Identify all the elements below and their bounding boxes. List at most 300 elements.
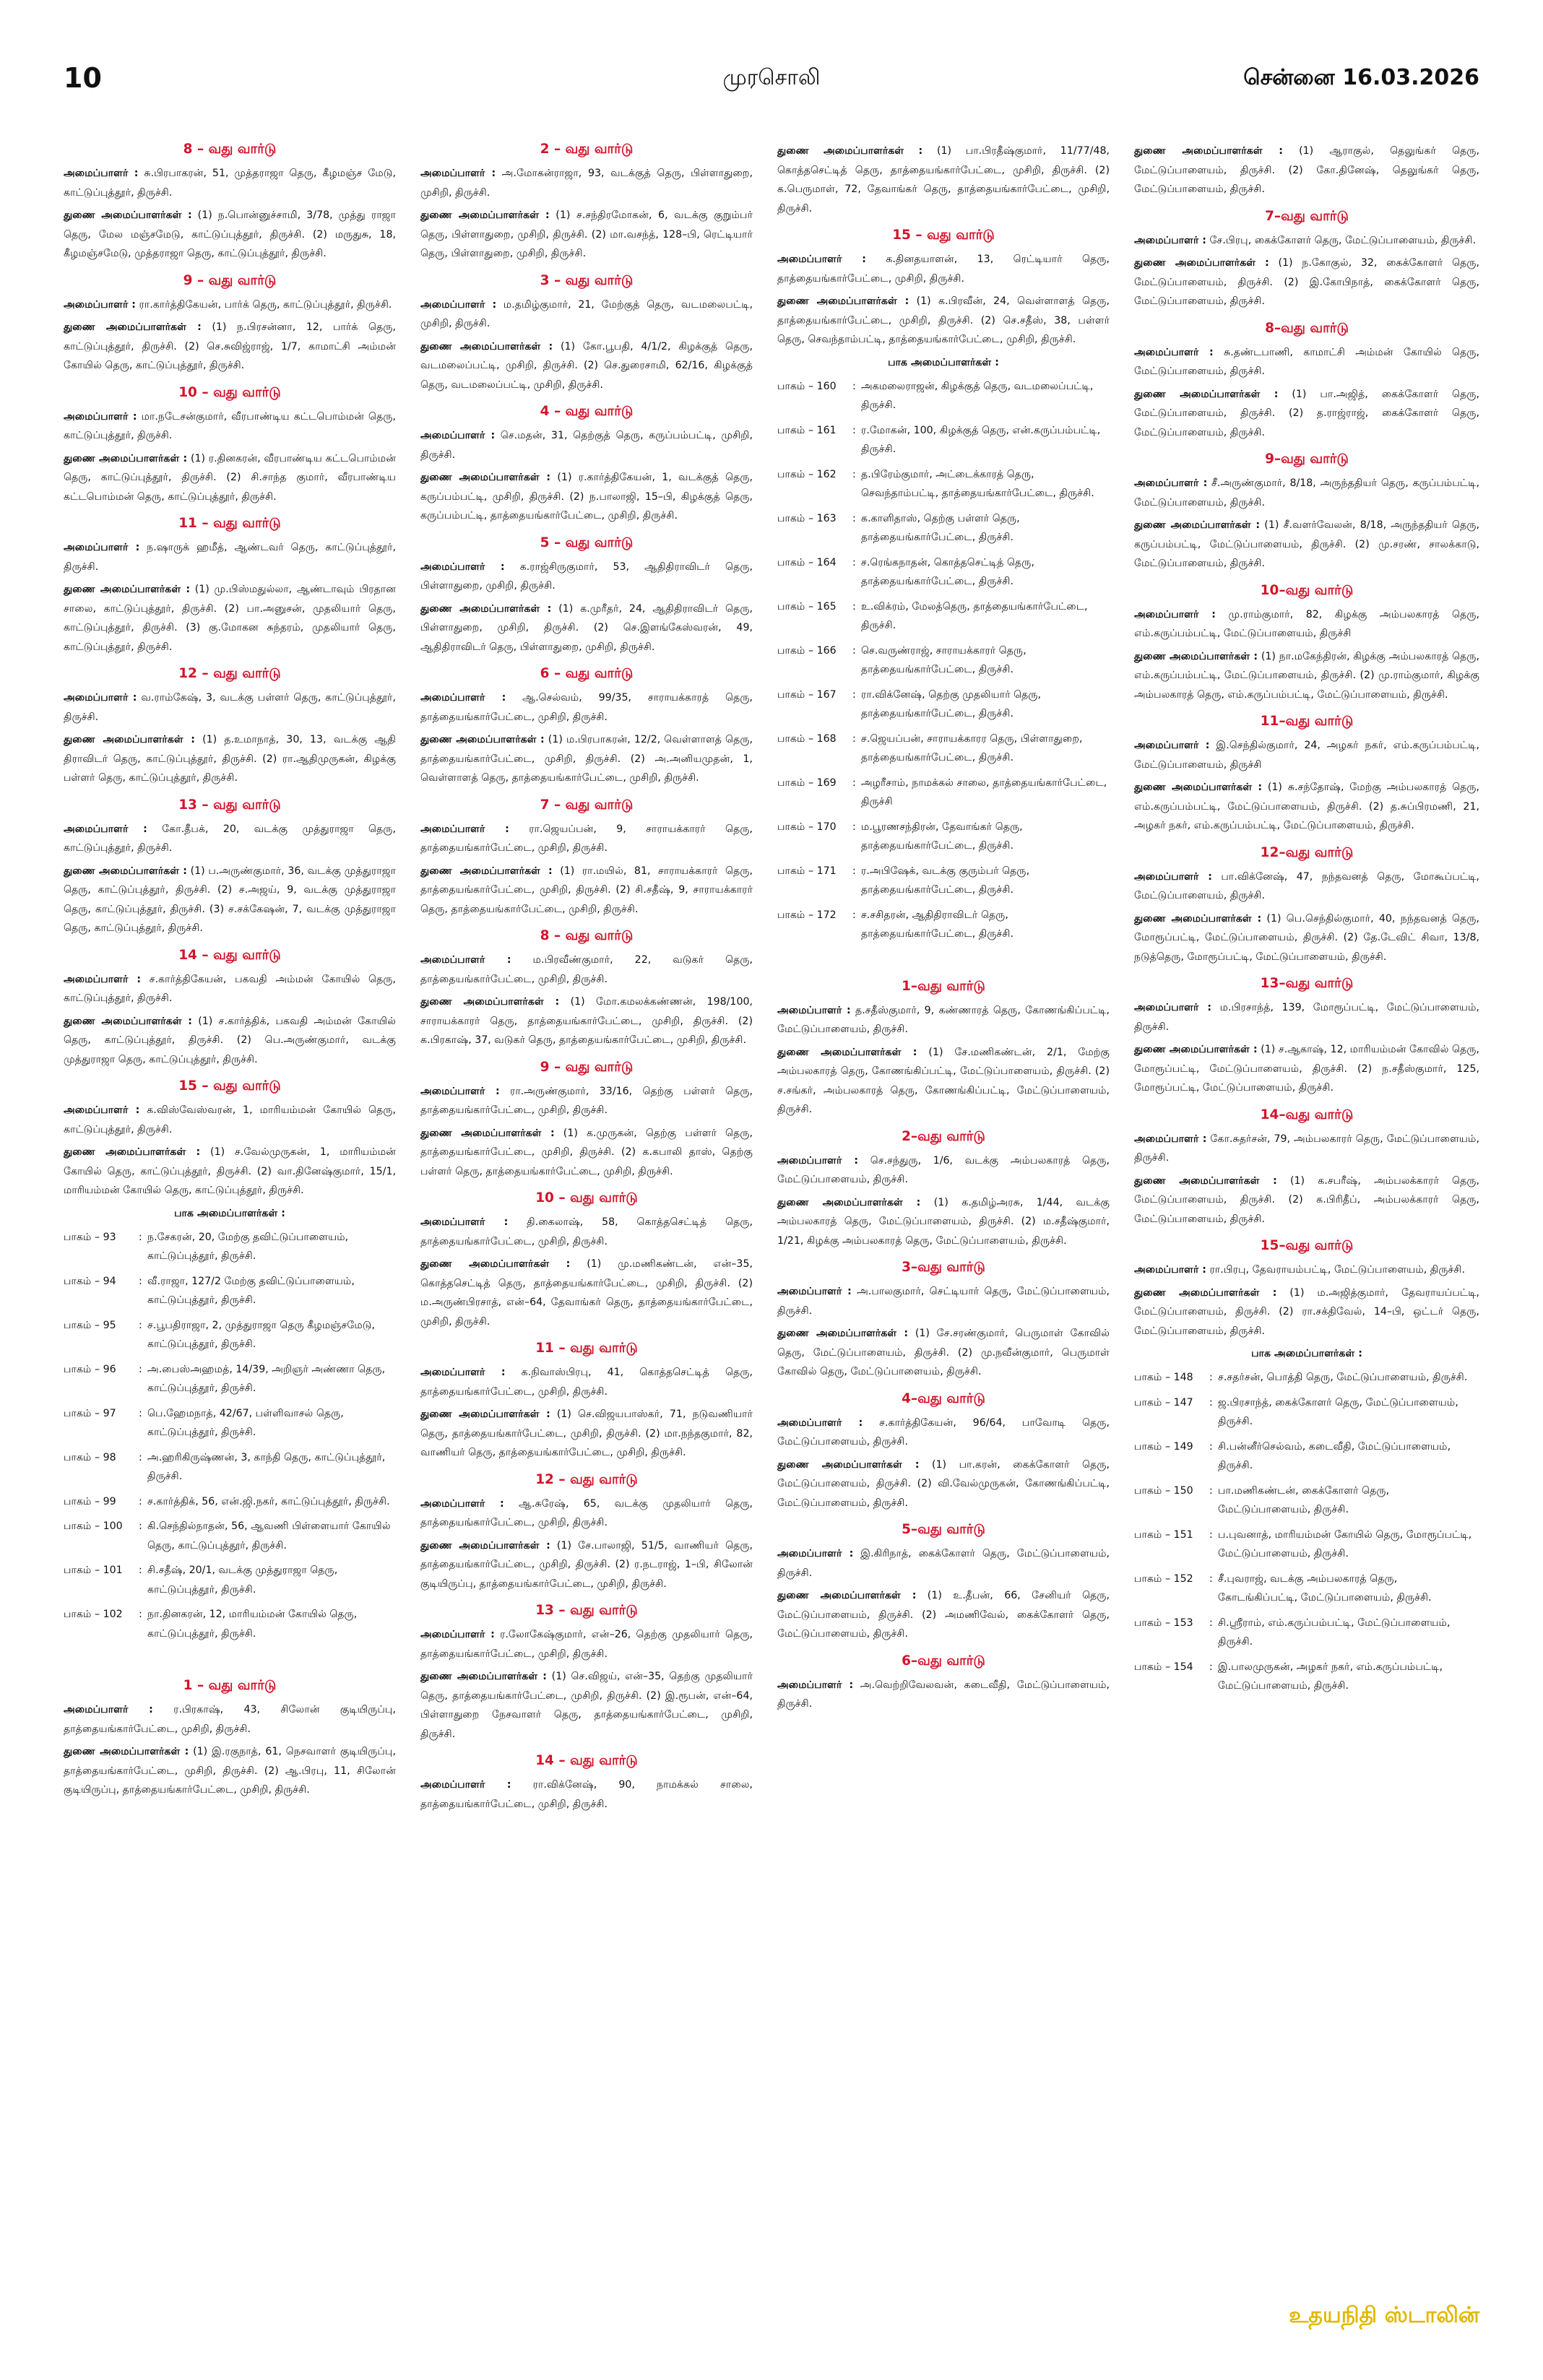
booth-person: ச.சதர்சன், பொத்தி தெரு, மேட்டுப்பாளையம், திருச்சி. [1218,1372,1468,1383]
booth-row [64,1492,396,1512]
entry-label: அமைப்பாளர் : [777,1286,852,1297]
entry-label: அமைப்பாளர் : [64,1104,140,1116]
entry-label: துணை அமைப்பாளர்கள் : [420,734,545,745]
entry-text: (1) உ.தீபன், 66, சேனியர் தெரு, மேட்டுப்பாளையம், திருச்சி. (2) அமணிவேல், கைக்கோளர் தெரு, மேட்டுப்பாளையம், திருச்சி. [777,1590,1110,1640]
booth-person: வீ.ராஜா, 127/2 மேற்கு தவிட்டுப்பாளையம், காட்டுப்புத்தூர், திருச்சி. [147,1275,355,1306]
booth-colon: : [852,865,856,877]
booth-colon: : [852,776,856,789]
ward-heading: 5 – வது வார்டு [540,535,634,550]
entry-text: (1) இ.ரகுநாத், 61, நெசவாளர் குடியிருப்பு, தாத்தையங்கார்பேட்டை, முசிறி, திருச்சி. (2) ஆ.பிரபு, 11, சிலோன் குடியிருப்பு, தாத்தையங்கார்பேட்டை, முசிறி, திருச்சி. [64,1746,396,1796]
entry-text: வ.ராம்கேஷ், 3, வடக்கு பள்ளர் தெரு, காட்டுப்புத்தூர், திருச்சி. [64,692,396,723]
ward-entry [1134,998,1479,1037]
booth-person: செ.வருண்ராஜ், சாராயக்காரர் தெரு, தாத்தையங்கார்பேட்டை, திருச்சி. [861,644,1026,675]
ward-entry [1134,254,1479,311]
entry-label: துணை அமைப்பாளர்கள் : [64,1146,201,1158]
booth-colon: : [852,909,856,921]
entry-label: துணை அமைப்பாளர்கள் : [420,996,560,1008]
booth-number: பாகம் – 99 [64,1495,116,1507]
booth-row [777,465,1110,503]
ward-heading: 7 – வது வார்டு [540,797,634,813]
ward-entry [64,1700,396,1739]
entry-text: ர.லோகேஷ்குமார், என்–26, தெற்கு முதலியார் தெரு, தாத்தையங்கார்பேட்டை, முசிறி, திருச்சி. [420,1629,753,1660]
booth-row [777,553,1110,592]
booth-row [64,1605,396,1643]
ward-entry [64,1143,396,1200]
entry-label: அமைப்பாளர் : [420,1629,495,1640]
ward-entry [1134,516,1479,574]
entry-label: துணை அமைப்பாளர்கள் : [64,1746,189,1757]
entry-label: அமைப்பாளர் : [64,542,140,553]
booth-number: பாகம் – 166 [777,644,837,657]
booth-colon: : [852,380,856,392]
entry-label: துணை அமைப்பாளர்கள் : [1134,650,1258,662]
ward-entry [64,407,396,446]
entry-label: துணை அமைப்பாளர்கள் : [64,584,190,595]
booth-colon: : [852,821,856,833]
entry-label: துணை அமைப்பாளர்கள் : [420,1539,550,1552]
booth-row [777,862,1110,900]
entry-text: பா.விக்னேஷ், 47, நந்தவனத் தெரு, மோகூப்பட்டி, மேட்டுப்பாளையம், திருச்சி. [1134,870,1479,901]
entry-text: சே.பிரபு, கைக்கோளர் தெரு, மேட்டுப்பாளையம், திருச்சி. [1206,234,1477,246]
entry-text: ஆ.செல்வம், 99/35, சாராயக்காரத் தெரு, தாத்தையங்கார்பேட்டை, முசிறி, திருச்சி. [420,692,753,723]
booth-number: பாகம் – 169 [777,776,837,789]
entry-text: (1) ரா.மயில், 81, சாராயக்காரர் தெரு, தாத்தையங்கார்பேட்டை, முசிறி, திருச்சி. (2) சி.சதீஷ், 9, சாராயக்காரர் தெரு, தாத்தையங்கார்பேட்டை, முசிறி, திருச்சி. [420,865,753,915]
booth-person: பெ.ஹேமநாத், 42/67, பள்ளிவாசல் தெரு, காட்டுப்புத்தூர், திருச்சி. [147,1407,344,1438]
column-2 [420,142,753,2323]
booth-person: இ.பாலமுருகன், அழகர் நகர், எம்.கருப்பம்பட்டி, மேட்டுப்பாளையம், திருச்சி. [1218,1661,1443,1692]
ward-entry [420,1405,753,1463]
entry-label: அமைப்பாளர் : [420,692,506,704]
entry-label: துணை அமைப்பாளர்கள் : [1134,912,1262,925]
entry-text: இ.கிரிநாத், கைக்கோளர் தெரு, மேட்டுப்பாளையம், திருச்சி. [777,1548,1110,1579]
booth-person: த.பிரேம்குமார், அட்டைக்காரத் தெரு, செவந்தாம்பட்டி, தாத்தையங்கார்பேட்டை, திருச்சி. [861,468,1094,499]
booth-person: சி.ஸ்ரீராம், எம்.கருப்பம்பட்டி, மேட்டுப்பாளையம், திருச்சி. [1218,1617,1451,1648]
ward-entry [420,1255,753,1331]
entry-text: (1) மு.மணிகண்டன், என்–35, கொத்தசெட்டித் தெரு, தாத்தையங்கார்பேட்டை, முசிறி, திருச்சி. (2) ம.அருண்பிரசாத், என்–64, தேவாங்கர் தெரு, தாத்தையங்கார்பேட்டை, முசிறி, திருச்சி. [420,1258,753,1328]
entry-label: அமைப்பாளர் : [420,168,496,179]
entry-label: அமைப்பாளர் : [64,973,142,985]
entry-label: துணை அமைப்பாளர்கள் : [64,734,195,745]
entry-text: ந.ஷாருக் ஹமீத், ஆண்டவர் தெரு, காட்டுப்புத்தூர், திருச்சி. [64,542,396,573]
entry-label: அமைப்பாளர் : [777,1416,863,1429]
entry-text: (1) க.முரீதர், 24, ஆதிதிராவிடர் தெரு, பிள்ளாதுறை, முசிறி, திருச்சி. (2) செ.இளங்கேஸ்வரன், 49, ஆதிதிராவிடர் தெரு, பிள்ளாதுறை, முசிறி, திருச்சி. [420,602,753,653]
entry-label: அமைப்பாளர் : [420,1779,511,1791]
booth-row [64,1228,396,1266]
booth-row [1134,1614,1479,1652]
entry-text: த.சதீஸ்குமார், 9, கண்ணாரத் தெரு, கோணங்கிப்பட்டி, மேட்டுப்பாளையம், திருச்சி. [777,1004,1110,1035]
ward-entry [420,862,753,919]
column-3 [777,142,1110,2323]
booth-number: பாகம் – 172 [777,909,837,921]
entry-label: அமைப்பாளர் : [777,1679,854,1691]
entry-label: அமைப்பாளர் : [420,954,511,966]
ward-entry [420,1625,753,1663]
ward-heading: 9–வது வார்டு [1265,451,1349,467]
entry-label: துணை அமைப்பாளர்கள் : [420,602,552,615]
booth-row [777,641,1110,680]
ward-heading: 5–வது வார்டு [902,1522,985,1537]
ward-entry [64,206,396,264]
booth-row [1134,1368,1479,1388]
ward-heading: 14 – வது வார்டு [535,1753,638,1768]
ward-entry [1134,1260,1479,1280]
ward-entry [420,1775,753,1814]
booth-colon: : [139,1495,142,1507]
entry-text: (1) பா.பிரதீஷ்குமார், 11/77/48, கொத்தசெட்டித் தெரு, தாத்தையங்கார்பேட்டை, முசிறி, திருச்சி. (2) க.பெருமாள், 72, தேவாங்கர் தெரு, தாத்தையங்கார்பேட்டை, முசிறி, திருச்சி. [777,145,1110,215]
booth-number: பாகம் – 153 [1134,1617,1193,1629]
booth-person: ரா.விக்னேஷ், தெற்கு முதலியார் தெரு, தாத்தையங்கார்பேட்டை, திருச்சி. [861,688,1042,719]
masthead: முரசொலி [722,65,821,90]
entry-label: துணை அமைப்பாளர்கள் : [777,1590,917,1601]
ward-entry [420,730,753,788]
booth-section-title: பாக அமைப்பாளர்கள் : [888,356,999,368]
entry-label: அமைப்பாளர் : [420,823,509,835]
ward-entry [420,468,753,526]
booth-colon: : [139,1231,142,1243]
ward-entry [64,1012,396,1070]
entry-text: (1) க.தமிழ்அரசு, 1/44, வடக்கு அம்பலகாரத் தெரு, மேட்டுப்பாளையம், திருச்சி. (2) ம.சதீஷ்குமார், 1/21, கிழக்கு அம்பலகாரத் தெரு, மேட்டுப்பாளையம், திருச்சி. [777,1196,1110,1247]
entry-label: அமைப்பாளர் : [64,823,147,835]
booth-person: அகமலைராஜன், கிழக்குத் தெரு, வடமலைப்பட்டி, திருச்சி. [861,380,1094,411]
entry-text: தி.கைலாஷ், 58, கொத்தசெட்டித் தெரு, தாத்தையங்கார்பேட்டை, முசிறி, திருச்சி. [420,1216,753,1247]
ward-heading: 15 – வது வார்டு [892,228,995,243]
entry-label: துணை அமைப்பாளர்கள் : [64,865,187,877]
ward-entry [64,730,396,788]
ward-heading: 9 – வது வார்டு [540,1059,634,1075]
booth-person: ச.சசிதரன், ஆதிதிராவிடர் தெரு, தாத்தையங்கார்பேட்டை, திருச்சி. [861,909,1013,940]
ward-entry [420,1667,753,1744]
booth-row [64,1561,396,1599]
ward-entry [1134,385,1479,443]
entry-text: க.விஸ்வேஸ்வரன், 1, மாரியம்மன் கோயில் தெரு, காட்டுப்புத்தூர், திருச்சி. [64,1104,396,1135]
booth-number: பாகம் – 98 [64,1451,116,1463]
ward-heading: 2 – வது வார்டு [540,142,634,157]
ward-entry [777,1282,1110,1320]
booth-row [1134,1526,1479,1564]
entry-label: அமைப்பாளர் : [1134,1133,1207,1145]
booth-number: பாகம் – 150 [1134,1484,1193,1497]
ward-heading: 10–வது வார்டு [1260,582,1354,598]
entry-text: ர.பிரகாஷ், 43, சிலோன் குடியிருப்பு, தாத்தையங்கார்பேட்டை, முசிறி, திருச்சி. [64,1704,396,1735]
entry-label: அமைப்பாளர் : [420,1216,509,1228]
entry-text: ச.கார்த்திகேயன், பகவதி அம்மன் கோயில் தெரு, காட்டுப்புத்தூர், திருச்சி. [64,973,396,1004]
ward-entry [420,992,753,1050]
ward-entry [1134,867,1479,906]
booth-row [64,1404,396,1442]
entry-label: துணை அமைப்பாளர்கள் : [777,1046,917,1058]
ward-entry [777,1151,1110,1190]
column-1 [64,142,396,2323]
entry-label: துணை அமைப்பாளர்கள் : [777,1328,909,1339]
entry-text: ரா.ஜெயப்பன், 9, சாராயக்காரர் தெரு, தாத்தையங்கார்பேட்டை, முசிறி, திருச்சி. [420,823,753,854]
booth-number: பாகம் – 167 [777,688,837,701]
booth-number: பாகம் – 168 [777,732,837,745]
ward-entry [420,426,753,464]
ward-heading: 13–வது வார்டு [1260,976,1354,991]
entry-label: அமைப்பாளர் : [64,168,139,179]
booth-person: சி.சதீஷ், 20/1, வடக்கு முத்துராஜா தெரு, காட்டுப்புத்தூர், திருச்சி. [147,1565,338,1596]
ward-heading: 11–வது வார்டு [1260,714,1354,729]
entry-label: அமைப்பாளர் : [420,1085,500,1097]
entry-text: மு.ராம்குமார், 82, கிழக்கு அம்பலகாரத் தெரு, எம்.கருப்பம்பட்டி, மேட்டுப்பாளையம், திருச்சி [1134,608,1479,639]
booth-row [1134,1481,1479,1520]
booth-number: பாகம் – 93 [64,1231,116,1243]
entry-label: துணை அமைப்பாளர்கள் : [777,295,909,307]
ward-entry [1134,736,1479,774]
entry-text: (1) க.பிரவீன், 24, வெள்ளாளத் தெரு, தாத்தையங்கார்பேட்டை, முசிறி, திருச்சி. (2) செ.சதீஸ், 38, பள்ளர் தெரு, செவந்தாம்பட்டி, தாத்தையங்கார்பேட்டை, முசிறி, திருச்சி. [777,295,1110,345]
booth-colon: : [852,644,856,657]
entry-text: க.தினதயாளன், 13, ரெட்டியார் தெரு, தாத்தையங்கார்பேட்டை, முசிறி, திருச்சி. [777,254,1110,285]
booth-colon: : [139,1407,142,1419]
ward-heading: 8 – வது வார்டு [540,928,634,943]
entry-label: துணை அமைப்பாளர்கள் : [64,452,188,464]
entry-text: (1) ந.பொன்னுச்சாமி, 3/78, முத்து ராஜா தெரு, மேல மஞ்சமேடு, காட்டுப்புத்தூர், திருச்சி. (2) மருதுசு, 18, கீழமஞ்சமேடு, முத்தராஜா தெரு, காட்டுப்புத்தூர், திருச்சி. [64,209,396,259]
entry-text: (1) பா.அஜித், கைக்கோளர் தெரு, மேட்டுப்பாளையம், திருச்சி. (2) த.ராஜ்ராஜ், கைக்கோளர் தெரு, மேட்டுப்பாளையம், திருச்சி. [1134,388,1479,438]
ward-heading: 2–வது வார்டு [902,1128,985,1144]
booth-number: பாகம் – 165 [777,600,837,613]
booth-number: பாகம் – 154 [1134,1661,1193,1673]
booth-person: ச.ஜெயப்பன், சாராயக்காரர தெரு, பிள்ளாதுறை, தாத்தையங்கார்பேட்டை, திருச்சி. [861,732,1083,763]
entry-label: அமைப்பாளர் : [1134,608,1216,620]
ward-entry [420,600,753,657]
entry-label: அமைப்பாளர் : [1134,1002,1212,1013]
dateline: சென்னை 16.03.2026 [1243,65,1479,90]
ward-heading: 13 – வது வார்டு [178,797,281,813]
ward-heading: 8 – வது வார்டு [183,142,277,157]
ward-heading: 4 – வது வார்டு [540,404,634,419]
entry-label: துணை அமைப்பாளர்கள் : [1134,782,1263,793]
booth-person: பா.மணிகண்டன், கைக்கோளர் தெரு, மேட்டுப்பாளையம், திருச்சி. [1218,1484,1389,1515]
booth-number: பாகம் – 94 [64,1275,116,1287]
booth-row [777,685,1110,724]
entry-text: (1) ந.கோகுல், 32, கைக்கோளர் தெரு, மேட்டுப்பாளையம், திருச்சி. (2) இ.கோபிநாத், கைக்கோளர் தெரு, மேட்டுப்பாளையம், திருச்சி. [1134,257,1479,307]
ward-heading: 11 – வது வார்டு [535,1341,638,1356]
ward-entry [777,250,1110,288]
entry-text: செ.சந்துரு, 1/6, வடக்கு அம்பலகாரத் தெரு, மேட்டுப்பாளையம், திருச்சி. [777,1154,1110,1185]
entry-text: (1) மோ.கமலக்கண்ணன், 198/100, சாராயக்காரர் தெரு, தாத்தையங்கார்பேட்டை, முசிறி, திருச்சி. (2) க.பிரகாஷ், 37, வடுகர் தெரு, தாத்தையங்கார்பேட்டை, முசிறி, திருச்சி. [420,996,753,1046]
ward-heading: 7–வது வார்டு [1265,208,1349,224]
entry-label: துணை அமைப்பாளர்கள் : [777,1458,920,1471]
entry-text: (1) மு.பிஸ்மதுல்லா, ஆண்டாவும் பிரதான சாலை, காட்டுப்புத்தூர், திருச்சி. (2) பா.அனுசன், முதலியார் தெரு, காட்டுப்புத்தூர், திருச்சி. (3) கு.மோகன சுந்தரம், முதலியார் தெரு, காட்டுப்புத்தூர், திருச்சி. [64,584,396,653]
entry-label: அமைப்பாளர் : [420,430,496,441]
entry-text: (1) சே.சரண்குமார், பெருமாள் கோவில் தெரு, மேட்டுப்பாளையம், திருச்சி. (2) மு.நவீன்குமார், பெருமாள் கோவில் தெரு, மேட்டுப்பாளையம், திருச்சி. [777,1328,1110,1377]
entry-text: (1) ம.பிரபாகரன், 12/2, வெள்ளாளத் தெரு, தாத்தையங்கார்பேட்டை, முசிறி, திருச்சி. (2) அ.அனியமுதன், 1, வெள்ளாளத் தெரு, தாத்தையங்கார்பேட்டை, முசிறி, திருச்சி. [420,734,753,784]
ward-entry [1134,647,1479,705]
booth-list [1134,1368,1479,1696]
entry-label: துணை அமைப்பாளர்கள் : [420,1258,571,1270]
ward-entry [64,538,396,576]
booth-colon: : [852,424,856,436]
booth-person: ந.சேகரன், 20, மேற்கு தவிட்டுப்பாளையம், காட்டுப்புத்தூர், திருச்சி. [147,1231,349,1262]
ward-entry [64,1742,396,1800]
booth-colon: : [1209,1484,1213,1497]
entry-text: ரா.அருண்குமார், 33/16, தெற்கு பள்ளர் தெரு, தாத்தையங்கார்பேட்டை, முசிறி, திருச்சி. [420,1085,753,1116]
entry-text: (1) சே.மணிகண்டன், 2/1, மேற்கு அம்பலகாரத் தெரு, கோணங்கிப்பட்டி, மேட்டுப்பாளையம், திருச்சி. (2) ச.சங்கர், அம்பலகாரத் தெரு, கோணங்கிப்பட்டி, மேட்டுப்பாளையம், திருச்சி. [777,1046,1110,1115]
ward-entry [1134,1040,1479,1098]
entry-text: க.ராஜ்சிருகுமார், 53, ஆதிதிராவிடர் தெரு, பிள்ளாதுறை, முசிறி, திருச்சி. [420,561,753,592]
ward-entry [777,1544,1110,1583]
booth-colon: : [1209,1372,1213,1383]
booth-number: பாகம் – 171 [777,865,837,877]
booth-number: பாகம் – 164 [777,556,837,568]
ward-entry [1134,1172,1479,1229]
entry-label: அமைப்பாளர் : [64,410,137,423]
ward-heading: 11 – வது வார்டு [178,516,281,531]
entry-label: அமைப்பாளர் : [420,1497,504,1510]
booth-colon: : [852,688,856,701]
ward-entry [64,970,396,1008]
entry-text: (1) சீ.வளர்வேலன், 8/18, அருந்ததியர் தெரு, கருப்பம்பட்டி, மேட்டுப்பாளையம், திருச்சி. (2) மு.சரண், சாலக்காடு, மேட்டுப்பாளையம், திருச்சி. [1134,519,1479,569]
booth-row [777,906,1110,944]
booth-person: சி.பன்னீர்செல்வம், கடைவீதி, மேட்டுப்பாளையம், திருச்சி. [1218,1440,1451,1471]
ward-entry [420,558,753,596]
ward-entry [420,1124,753,1182]
entry-label: துணை அமைப்பாளர்கள் : [1134,145,1283,157]
booth-row [777,774,1110,812]
signature: உதயநிதி ஸ்டாலின் [1289,2303,1479,2328]
ward-entry [420,1082,753,1120]
entry-label: துணை அமைப்பாளர்கள் : [1134,257,1269,269]
ward-entry [420,164,753,202]
ward-heading: 13 – வது வார்டு [535,1603,638,1618]
ward-heading: 12 – வது வார்டு [535,1471,638,1487]
booth-colon: : [1209,1572,1213,1585]
ward-heading: 10 – வது வார்டு [178,384,281,400]
ward-entry [777,1586,1110,1644]
ward-entry [420,295,753,334]
booth-person: நா.தினகரன், 12, மாரியம்மன் கோயில் தெரு, காட்டுப்புத்தூர், திருச்சி. [147,1609,358,1640]
ward-entry [420,951,753,989]
booth-number: பாகம் – 151 [1134,1528,1193,1541]
entry-text: ம.பிரசாந்த், 139, மோரூப்பட்டி, மேட்டுப்பாளையம், திருச்சி. [1134,1002,1479,1033]
ward-entry [777,1324,1110,1382]
booth-person: கி.செந்தில்நாதன், 56, ஆவணி பிள்ளையார் கோயில் தெரு, காட்டுப்புத்தூர், திருச்சி. [147,1520,391,1552]
booth-row [777,509,1110,548]
entry-text: (1) செ.விஜயபாஸ்கர், 71, நடுவணியார் தெரு, தாத்தையங்கார்பேட்டை, முசிறி, திருச்சி. (2) மா.நந்தகுமார், 82, வாணியர் தெரு, தாத்தையங்கார்பேட்டை, முசிறி, திருச்சி. [420,1408,753,1458]
booth-row [64,1360,396,1398]
entry-text: செ.மதன், 31, தெற்குத் தெரு, கருப்பம்பட்டி, முசிறி, திருச்சி. [420,430,753,461]
ward-entry [777,1043,1110,1120]
ward-heading: 3–வது வார்டு [902,1260,985,1275]
entry-text: (1) ச.சந்திரமோகன், 6, வடக்கு குறும்பர் தெரு, பிள்ளாதுறை, முசிறி, திருச்சி. (2) மா.வசந்த், 128–பி, ரெட்டியார் தெரு, பிள்ளாதுறை, முசிறி, திருச்சி. [420,209,753,259]
booth-number: பாகம் – 149 [1134,1440,1193,1453]
entry-text: (1) க.சபரீஷ், அம்பலக்காரர் தெரு, மேட்டுப்பாளையம், திருச்சி. (2) க.பிரிதீப், அம்பலக்காரர் தெரு, மேட்டுப்பாளையம், திருச்சி. [1134,1174,1479,1225]
entry-text: (1) ச.கார்த்திக், பகவதி அம்மன் கோயில் தெரு, காட்டுப்புத்தூர், திருச்சி. (2) பெ.அருண்குமார், வடக்கு முத்துராஜா தெரு, காட்டுப்புத்தூர், திருச்சி. [64,1015,396,1065]
entry-label: அமைப்பாளர் : [1134,870,1212,883]
booth-person: க.காளிதாஸ், தெற்கு பள்ளர் தெரு, தாத்தையங்கார்பேட்டை, திருச்சி. [861,512,1020,543]
ward-entry [1134,605,1479,644]
entry-label: துணை அமைப்பாளர்கள் : [420,340,553,352]
entry-text: ம.பிரவீண்குமார், 22, வடுகர் தெரு, தாத்தையங்கார்பேட்டை, முசிறி, திருச்சி. [420,954,753,985]
ward-entry [1134,231,1479,251]
booth-colon: : [852,512,856,524]
booth-colon: : [1209,1528,1213,1541]
entry-label: அமைப்பாளர் : [420,1367,506,1378]
entry-text: (1) ர.கார்த்திகேயன், 1, வடக்குத் தெரு, கருப்பம்பட்டி, முசிறி, திருச்சி. (2) ந.பாலாஜி, 15–பி, கிழக்குத் தெரு, கருப்பம்பட்டி, தாத்தையங்கார்பேட்டை, முசிறி, திருச்சி. [420,472,753,522]
booth-colon: : [139,1275,142,1287]
entry-label: அமைப்பாளர் : [1134,234,1206,246]
booth-person: ம.பூரணசந்திரன், தேவாங்கர் தெரு, தாத்தையங்கார்பேட்டை, திருச்சி. [861,821,1023,852]
entry-text: (1) பெ.செந்தில்குமார், 40, நந்தவனத் தெரு, மோரூப்பட்டி, மேட்டுப்பாளையம், திருச்சி. (2) தே.டேவிட் சிவா, 13/8, நடுத்தெரு, மோரூப்பட்டி, மேட்டுப்பாளையம், திருச்சி. [1134,912,1479,963]
ward-entry [1134,474,1479,512]
entry-text: (1) செ.விஜய், என்–35, தெற்கு முதலியார் தெரு, தாத்தையங்கார்பேட்டை, முசிறி, திருச்சி. (2) இ.ரூபன், என்–64, பிள்ளாதுறை நேசவாளர் தெரு, தாத்தையங்கார்பேட்டை, முசிறி, திருச்சி. [420,1671,753,1740]
booth-number: பாகம் – 100 [64,1520,123,1532]
columns [64,142,1479,2323]
ward-heading: 1–வது வார்டு [902,978,985,994]
entry-text: ரா.கார்த்திகேயன், பார்க் தெரு, காட்டுப்புத்தூர், திருச்சி. [135,298,392,311]
booth-number: பாகம் – 161 [777,424,837,436]
ward-entry [420,1363,753,1401]
entry-text: அ.வெற்றிவேலவன், கடைவீதி, மேட்டுப்பாளையம், திருச்சி. [777,1679,1110,1710]
ward-heading: 12–வது வார்டு [1260,844,1354,860]
entry-label: அமைப்பாளர் : [1134,1264,1206,1276]
entry-label: துணை அமைப்பாளர்கள் : [420,1127,555,1139]
ward-entry [64,295,396,315]
ward-entry [64,820,396,858]
booth-colon: : [139,1363,142,1375]
booth-number: பாகம் – 95 [64,1319,116,1331]
entry-label: அமைப்பாளர் : [777,1004,851,1016]
booth-colon: : [852,468,856,480]
ward-entry [777,292,1110,350]
entry-text: ம.தமிழ்குமார், 21, மேற்குத் தெரு, வடமலைபட்டி, முசிறி, திருச்சி. [420,298,753,329]
entry-label: துணை அமைப்பாளர்கள் : [1134,1174,1277,1187]
ward-entry [420,206,753,264]
booth-colon: : [139,1565,142,1576]
entry-label: அமைப்பாளர் : [64,1704,153,1715]
entry-text: (1) ச.ஆகாஷ், 12, மாரியம்மன் கோவில் தெரு, மோரூப்பட்டி, மேட்டுப்பாளையம், திருச்சி. (2) ந.சதீஸ்குமார், 125, மோரூப்பட்டி, மேட்டுப்பாளையம், திருச்சி. [1134,1044,1479,1094]
entry-text: சீ.அருண்குமார், 8/18, அருந்ததியர் தெரு, கருப்பம்பட்டி, மேட்டுப்பாளையம், திருச்சி. [1134,477,1479,509]
booth-section-title: பாக அமைப்பாளர்கள் : [1251,1348,1362,1359]
booth-row [777,818,1110,856]
booth-row [777,421,1110,459]
entry-text: (1) ச.வேல்முருகன், 1, மாரியம்மன் கோயில் தெரு, காட்டுப்புத்தூர், திருச்சி. (2) வா.தினேஷ்குமார், 15/1, மாரியம்மன் கோயில் தெரு, காட்டுப்புத்தூர், திருச்சி. [64,1146,396,1196]
booth-number: பாகம் – 152 [1134,1572,1193,1585]
ward-heading: 10 – வது வார்டு [535,1190,638,1206]
booth-number: பாகம் – 96 [64,1363,116,1375]
booth-person: ர.மோகன், 100, கிழக்குத் தெரு, என்.கருப்பம்பட்டி, திருச்சி. [861,424,1101,455]
entry-label: துணை அமைப்பாளர்கள் : [777,145,923,157]
booth-person: ர.அபிஷேக், வடக்கு குரும்பர் தெரு, தாத்தையங்கார்பேட்டை, திருச்சி. [861,865,1030,896]
entry-label: துணை அமைப்பாளர்கள் : [420,1671,547,1682]
booth-section-title: பாக அமைப்பாளர்கள் : [174,1207,285,1219]
booth-number: பாகம் – 163 [777,512,837,524]
ward-entry [64,688,396,727]
booth-person: ச.ரெங்கநாதன், கொத்தசெட்டித் தெரு, தாத்தையங்கார்பேட்டை, திருச்சி. [861,556,1034,587]
ward-heading: 15 – வது வார்டு [178,1078,281,1094]
ward-entry [64,164,396,202]
entry-label: துணை அமைப்பாளர்கள் : [64,1015,192,1027]
booth-row [777,377,1110,415]
booth-number: பாகம் – 170 [777,821,837,833]
ward-heading: 3 – வது வார்டு [540,272,634,288]
booth-colon: : [139,1520,142,1532]
entry-text: சு.பிரபாகரன், 51, முத்தராஜா தெரு, கீழமஞ்ச மேடு, காட்டுப்புத்தூர், திருச்சி. [64,168,396,199]
ward-entry [777,1001,1110,1039]
booth-person: ச.கார்த்திக், 56, என்.ஜி.நகர், காட்டுப்புத்தூர், திருச்சி. [147,1495,390,1507]
entry-text: ரா.பிரபு, தேவராயம்பட்டி, மேட்டுப்பாளையம், திருச்சி. [1206,1264,1466,1276]
entry-text: கோ.சுதர்சன், 79, அம்பலகாரர் தெரு, மேட்டுப்பாளையம், திருச்சி. [1134,1133,1479,1164]
ward-entry [777,1414,1110,1452]
ward-entry [420,1213,753,1251]
booth-row [1134,1658,1479,1696]
booth-person: ச.பூபதிராஜா, 2, முத்துராஜா தெரு கீழமஞ்சமேடு, காட்டுப்புத்தூர், திருச்சி. [147,1319,375,1350]
entry-label: அமைப்பாளர் : [64,298,136,311]
entry-label: அமைப்பாளர் : [1134,346,1214,358]
entry-text: க.நிவாஸ்பிரபு, 41, கொத்தசெட்டித் தெரு, தாத்தையங்கார்பேட்டை, முசிறி, திருச்சி. [420,1367,753,1398]
ward-heading: 4–வது வார்டு [902,1390,985,1406]
entry-label: துணை அமைப்பாளர்கள் : [420,209,550,221]
